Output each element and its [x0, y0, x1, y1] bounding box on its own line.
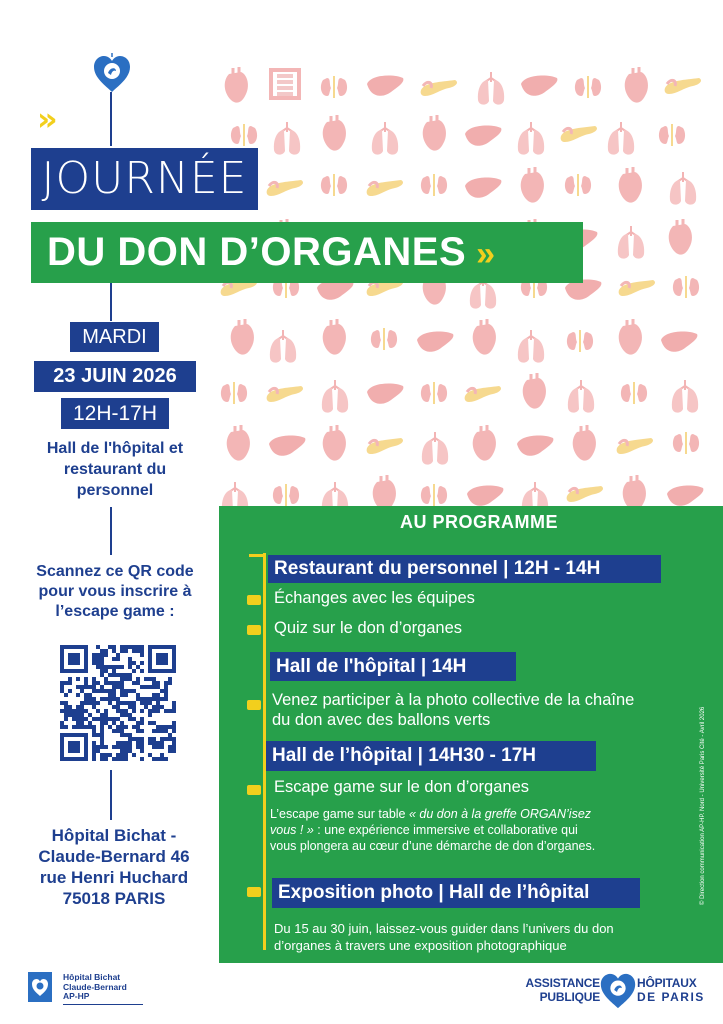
- section3-desc-line2: [270, 822, 700, 838]
- section2-item1-line1: Venez participer à la photo collective de la chaîne: [272, 691, 635, 709]
- bichat-line-3: AP-HP: [63, 991, 90, 1001]
- bichat-logo: [28, 972, 52, 1002]
- guide-line-qr-top: [110, 507, 112, 555]
- hospital-address: [24, 825, 204, 909]
- address-line-4: 75018 PARIS: [62, 889, 166, 908]
- event-date: 23 JUIN 2026: [34, 361, 196, 392]
- title-chevron: »: [476, 235, 492, 273]
- address-line-2: Claude-Bernard 46: [38, 847, 190, 866]
- section2-header: Hall de l'hôpital | 14H: [270, 652, 516, 681]
- section4-description: [274, 920, 694, 954]
- aphp-heart-icon: [598, 970, 638, 1012]
- guide-line-qr-bottom: [110, 770, 112, 820]
- bichat-line-2: Claude-Bernard: [63, 981, 127, 992]
- qr-code-image: [60, 645, 176, 761]
- timeline-bullet: [247, 700, 261, 710]
- title-line-1: JOURNÉE: [31, 148, 258, 210]
- organ-pattern-svg: [219, 62, 723, 508]
- aphp-heart-logo: [92, 52, 132, 96]
- event-place: Hall de l'hôpital et restaurant du personnel: [46, 440, 184, 499]
- aphp-text-left: [520, 976, 600, 1004]
- section3-header: Hall de l’hôpital | 14H30 - 17H: [266, 741, 596, 771]
- section3-desc-line3: vous plongera au cœur d’une démarche de don d’organes.: [270, 839, 596, 853]
- title-line-2-text: DU DON D’ORGANES: [47, 230, 467, 274]
- section3-desc-line2b: : une expérience immersive et collaborative qui: [313, 823, 578, 837]
- section2-item1: [272, 690, 634, 730]
- bichat-underline: [63, 1004, 143, 1005]
- timeline-bullet: [247, 625, 261, 635]
- heart-logo-icon: [92, 52, 132, 96]
- section2-item1-line2: du don avec des ballons verts: [272, 711, 491, 729]
- section3-desc-line1a: L’escape game sur table: [270, 807, 409, 821]
- event-time: 12H-17H: [61, 398, 169, 429]
- bichat-heart-icon: [28, 972, 52, 1002]
- timeline-bullet: [247, 785, 261, 795]
- title-line-2: [31, 222, 583, 283]
- guide-line-mid: [110, 283, 112, 321]
- address-line-1: Hôpital Bichat -: [51, 826, 177, 845]
- event-day: MARDI: [70, 322, 159, 352]
- qr-code[interactable]: [60, 645, 176, 761]
- address-line-3: rue Henri Huchard: [39, 868, 189, 887]
- timeline-bullet: [247, 887, 261, 897]
- section3-description: [270, 806, 700, 854]
- section3-desc-line1b: « du don à la greffe ORGAN’isez: [408, 807, 592, 821]
- section3-desc-line1: [270, 806, 700, 822]
- section4-desc-line1: Du 15 au 30 juin, laissez-vous guider dans l’univers du don: [274, 921, 614, 936]
- section3-item1: Escape game sur le don d’organes: [274, 778, 529, 796]
- chevron-decoration: »: [37, 100, 55, 138]
- guide-line-top: [110, 92, 112, 146]
- timeline-bullet: [247, 595, 261, 605]
- aphp-logo: [598, 970, 638, 1012]
- aphp-left-line2: PUBLIQUE: [539, 990, 600, 1004]
- qr-instruction: Scannez ce QR code pour vous inscrire à l’escape game :: [36, 563, 194, 620]
- aphp-left-line1: ASSISTANCE: [525, 976, 600, 990]
- bichat-line-1: Hôpital Bichat: [63, 972, 121, 982]
- aphp-right-line1: HÔPITAUX: [637, 976, 697, 990]
- credit-text: © Direction communication AP-HP. Nord - Université Paris Cité - Avril 2026: [700, 706, 706, 905]
- section3-desc-line2a: vous ! »: [270, 823, 314, 837]
- section1-item1: Échanges avec les équipes: [274, 589, 475, 607]
- section4-desc-line2: d’organes à travers une exposition photographique: [274, 938, 567, 953]
- timeline-tick: [249, 554, 265, 557]
- section1-header: Restaurant du personnel | 12H - 14H: [268, 555, 661, 583]
- section1-item2: Quiz sur le don d’organes: [274, 619, 463, 637]
- organ-pattern-background: [219, 62, 723, 508]
- programme-title: AU PROGRAMME: [400, 512, 558, 532]
- aphp-right-line2: DE PARIS: [637, 990, 705, 1004]
- aphp-text-right: [637, 976, 717, 1004]
- section4-header: Exposition photo | Hall de l’hôpital: [272, 878, 640, 908]
- bichat-name: [63, 973, 127, 1002]
